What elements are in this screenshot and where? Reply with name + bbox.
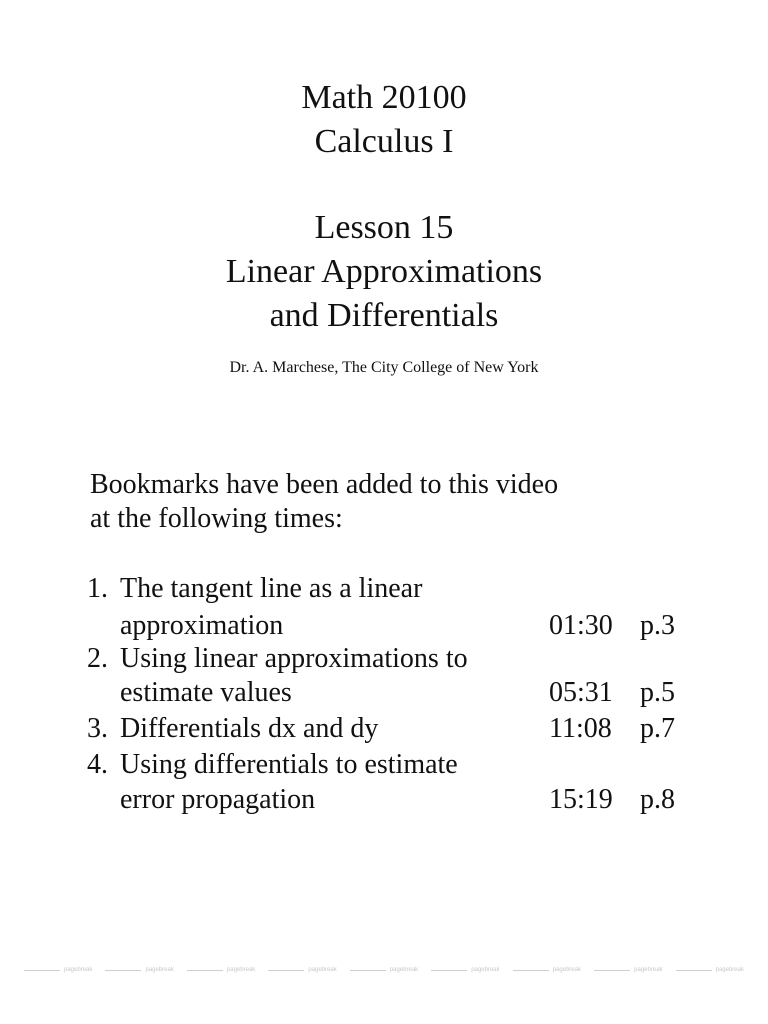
footer-watermark-text: pagebreak: [634, 967, 663, 973]
intro-line1: Bookmarks have been added to this video: [90, 469, 559, 500]
footer-watermark-text: pagebreak: [145, 967, 174, 973]
bookmark-time: 01:30: [549, 610, 613, 641]
bookmark-number: 1.: [87, 573, 108, 604]
bookmark-page: p.5: [640, 677, 675, 708]
bookmark-4-line1[interactable]: [0, 748, 768, 782]
bookmark-text: The tangent line as a linear: [120, 573, 423, 604]
footer-watermark-text: pagebreak: [552, 967, 582, 973]
bookmark-1-line2[interactable]: [0, 609, 768, 643]
footer-watermark-text: pagebreak: [389, 967, 419, 973]
footer-rule: [268, 970, 304, 971]
bookmark-text: Using differentials to estimate: [120, 749, 458, 780]
footer-rule: [431, 970, 467, 971]
footer-watermark-text: pagebreak: [308, 967, 337, 973]
bookmark-time: 15:19: [549, 784, 613, 815]
bookmark-page: p.8: [640, 784, 675, 815]
bookmark-1-line1[interactable]: [0, 572, 768, 606]
footer-rule: [105, 970, 141, 971]
footer-watermark: [350, 967, 418, 973]
bookmark-page: p.3: [640, 610, 675, 641]
footer-watermark-text: pagebreak: [226, 967, 256, 973]
footer-watermark: [105, 967, 173, 973]
bookmark-text: error propagation: [120, 784, 316, 815]
footer-watermark: [513, 967, 581, 973]
bookmark-text: Using linear approximations to: [120, 643, 468, 674]
footer-watermark: [24, 967, 92, 973]
intro-line2: at the following times:: [90, 503, 343, 534]
footer-rule: [350, 970, 386, 971]
footer-watermark-text: pagebreak: [64, 967, 93, 973]
bookmark-3-line1[interactable]: [0, 712, 768, 746]
topic-title-line2: and Differentials: [269, 297, 499, 334]
author-line: Dr. A. Marchese, The City College of New York: [229, 359, 539, 376]
footer-rule: [594, 970, 630, 971]
bookmark-2-line1[interactable]: [0, 642, 768, 676]
bookmark-4-line2[interactable]: [0, 783, 768, 817]
footer-watermark: [268, 967, 336, 973]
footer-watermark-text: pagebreak: [715, 967, 744, 973]
footer-watermark: [431, 967, 499, 973]
subject-title: Calculus I: [314, 123, 454, 160]
footer-rule: [676, 970, 712, 971]
bookmark-text: approximation: [120, 610, 284, 641]
lesson-title: Lesson 15: [314, 209, 454, 246]
footer-watermark: [676, 967, 744, 973]
topic-title-line1: Linear Approximations: [225, 253, 543, 290]
bookmark-2-line2[interactable]: [0, 676, 768, 710]
bookmark-time: 05:31: [549, 677, 613, 708]
bookmark-number: 2.: [87, 643, 108, 674]
bookmark-text: Differentials dx and dy: [120, 713, 379, 744]
course-title: Math 20100: [301, 79, 467, 116]
footer-watermark: [594, 967, 662, 973]
footer-rule: [24, 970, 60, 971]
bookmark-time: 11:08: [549, 713, 612, 744]
footer-watermarks: [24, 962, 744, 978]
footer-watermark-text: pagebreak: [471, 967, 500, 973]
footer-watermark: [187, 967, 255, 973]
bookmark-text: estimate values: [120, 677, 292, 708]
bookmark-number: 4.: [87, 749, 108, 780]
footer-rule: [187, 970, 223, 971]
bookmark-number: 3.: [87, 713, 108, 744]
bookmark-page: p.7: [640, 713, 675, 744]
footer-rule: [513, 970, 549, 971]
